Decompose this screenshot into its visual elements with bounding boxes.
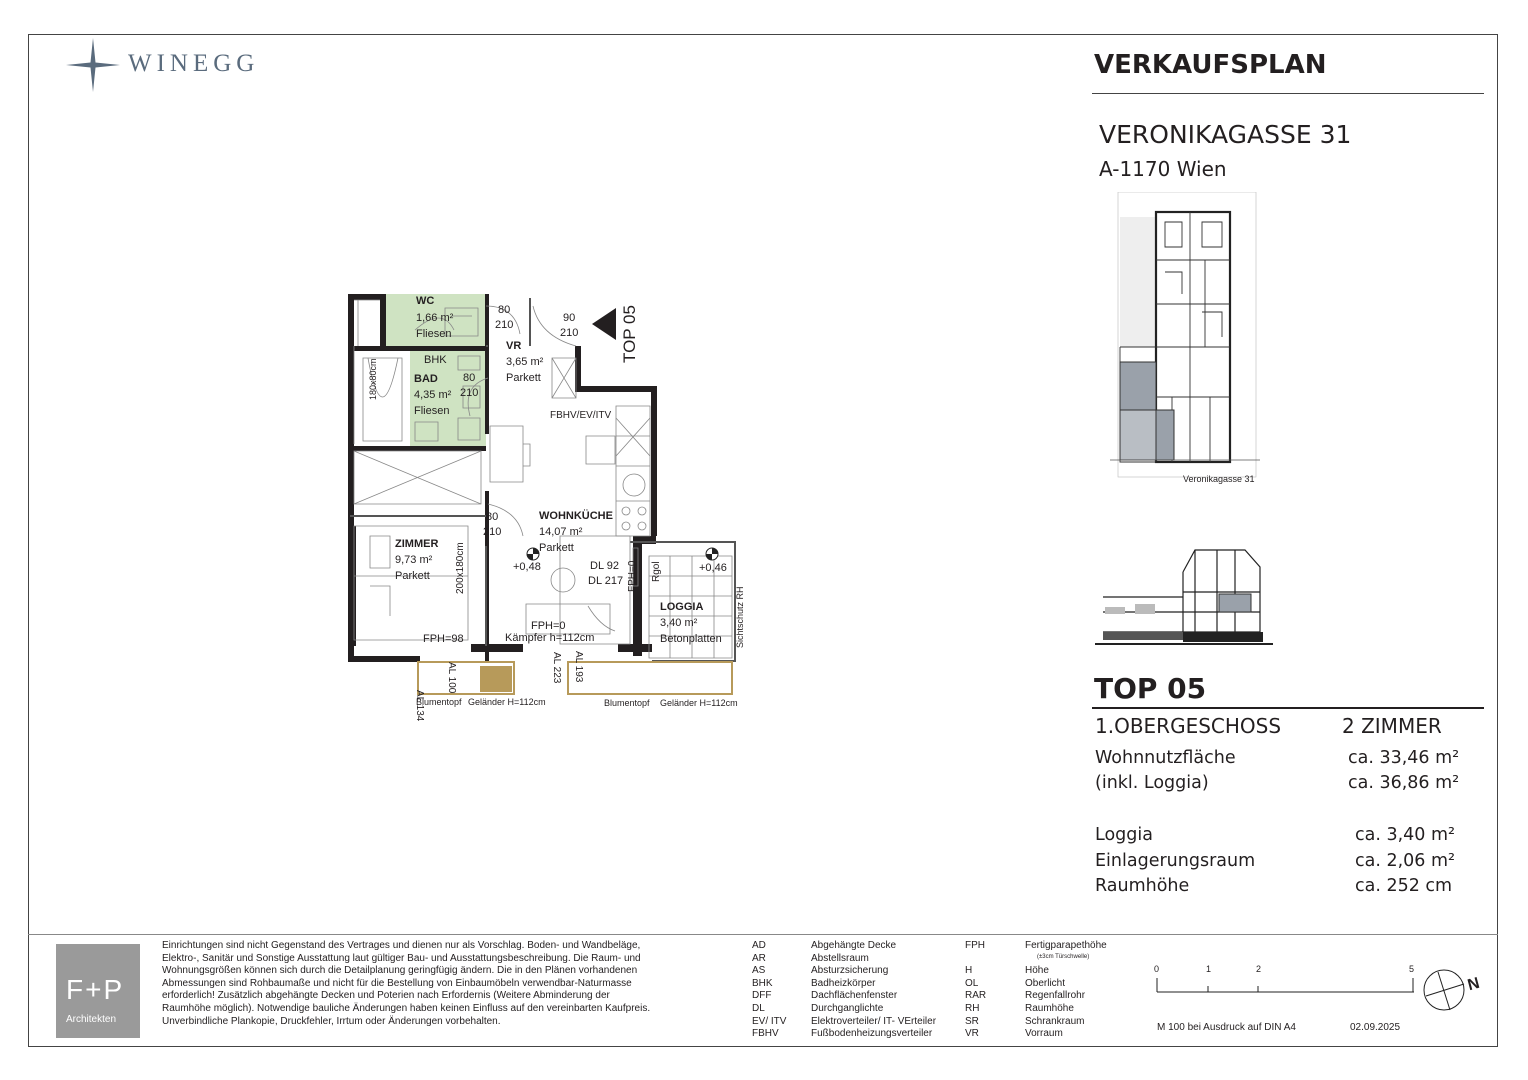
level-label: +0,48 [513, 561, 541, 573]
bath-size: 180x80cm [368, 358, 378, 400]
scale-tick: 1 [1206, 964, 1212, 974]
abbr-code: RAR [965, 990, 987, 1002]
door-height: 210 [495, 319, 514, 331]
scale-tick: 5 [1409, 964, 1415, 974]
abbr-text: Vorraum [1025, 1028, 1063, 1040]
room-name: BAD [414, 373, 438, 385]
info-value: ca. 2,06 m² [1355, 851, 1456, 871]
bhk-label: BHK [424, 354, 447, 366]
disclaimer: Einrichtungen sind nicht Gegenstand des Vertrages und dienen nur als Vorschlag. Boden- und Wandbeläge, Elektro-, Sanitär und Sonstige Ausstattung laut gültiger Bau- und Ausstattungsbeschreibung. Die Raum- und Wohnungsgrößen können sich durch die Detailplanung geringfügig ändern. Die in den Plänen vorhandenen Abmessungen sind Rohbaumaße und nicht für die Bestellung von Einbaumöbeln verwendbar-Naturmasse erforderlich! Zusätzlich abgehängte Decken und Poterien nach Erfordernis (Weitere Abminderung der Raumhöhe möglich). Notwendige bauliche Änderungen haben keinen Einfluss auf den vereinbarten Kaufpreis. Unverbindliche Plankopie, Druckfehler, Irrtum oder Änderungen vorbehalten. [162, 940, 651, 1027]
info-value: ca. 36,86 m² [1348, 773, 1460, 793]
abbr-text: Dachflächenfenster [811, 990, 898, 1002]
door-width: 90 [563, 312, 576, 324]
address: VERONIKAGASSE 31 [1099, 120, 1352, 149]
abbr-code: DFF [752, 990, 772, 1002]
city: A-1170 Wien [1099, 157, 1227, 181]
railing-label: Geländer H=112cm [660, 698, 738, 708]
info-value: ca. 3,40 m² [1355, 825, 1456, 845]
room-name: WC [416, 295, 435, 307]
abbr-texts-right [1025, 940, 1107, 1041]
info-label: Einlagerungsraum [1095, 851, 1256, 871]
abbr-text: Badheizkörper [811, 977, 876, 989]
abbr-text: Abstellsraum [811, 952, 869, 964]
north-arrow-icon [1420, 966, 1470, 1016]
info-value: ca. 33,46 m² [1348, 748, 1460, 768]
door-width: 80 [463, 372, 476, 384]
abbr-text: Fußbodenheizungsverteiler [811, 1028, 933, 1040]
site-plan [1110, 192, 1260, 492]
fbhv-label: FBHV/EV/ITV [550, 410, 612, 421]
room-name: VR [506, 340, 522, 352]
architect-logo [56, 944, 140, 1038]
planter-label: Blumentopf [416, 697, 462, 707]
divider [1092, 707, 1484, 709]
abbr-code: AS [752, 965, 766, 977]
abbr-text: Durchganglichte [811, 1002, 884, 1014]
rgol-label: Rgol [651, 561, 662, 582]
dl-label: DL 217 [588, 575, 624, 587]
abbr-code: RH [965, 1002, 980, 1014]
al-label: AL 134 [414, 690, 425, 722]
bed-size: 200x180cm [455, 542, 466, 594]
info-label: Loggia [1095, 825, 1153, 845]
room-area: 1,66 m² [416, 312, 454, 324]
abbr-codes-right [965, 940, 986, 1041]
abbr-text: Raumhöhe [1025, 1002, 1074, 1014]
door-height: 210 [460, 387, 479, 399]
railing-label: Geländer H=112cm [468, 697, 546, 707]
room-area: 9,73 m² [395, 554, 433, 566]
planter-label: Blumentopf [604, 698, 650, 708]
scale-note: M 100 bei Ausdruck auf DIN A4 [1157, 1022, 1296, 1033]
abbr-code: FPH [965, 940, 985, 951]
fph-label: FPH=98 [423, 633, 464, 645]
level-marker-icon [706, 548, 718, 560]
section-drawing [1095, 532, 1275, 647]
dl-label: DL 92 [590, 560, 619, 572]
info-value: ca. 252 cm [1355, 876, 1453, 896]
street-label: Veronikagasse 31 [1183, 474, 1255, 484]
room-floor: Parkett [539, 542, 574, 554]
room-floor: Parkett [506, 372, 541, 384]
room-floor: Fliesen [414, 405, 450, 417]
room-area: 3,40 m² [660, 617, 698, 629]
scale-tick: 0 [1154, 964, 1160, 974]
al-label: AL 100 [446, 662, 457, 694]
kaempfer-label: Kämpfer h=112cm [505, 632, 595, 644]
unit-floor: 1.OBERGESCHOSS [1095, 714, 1282, 738]
abbr-text: Abgehängte Decke [811, 940, 897, 951]
abbr-text: Regenfallrohr [1025, 990, 1086, 1002]
room-area: 3,65 m² [506, 356, 544, 368]
al-label: AL 193 [573, 651, 584, 683]
brand-star-icon [66, 38, 120, 92]
top-label: TOP 05 [620, 305, 639, 363]
abbr-code: OL [965, 977, 979, 989]
abbr-code: AD [752, 940, 766, 951]
fph-note: (±3cm Türschwelle) [1037, 953, 1090, 960]
abbr-codes-left [752, 940, 786, 1041]
divider [1092, 93, 1484, 94]
abbr-code: SR [965, 1015, 979, 1027]
logo-text: F+P [66, 974, 125, 1005]
abbr-text: Oberlicht [1025, 977, 1066, 989]
room-floor: Parkett [395, 570, 430, 582]
room-area: 4,35 m² [414, 389, 452, 401]
room-area: 14,07 m² [539, 526, 583, 538]
abbr-text: Schrankraum [1025, 1015, 1085, 1027]
fph-label: FPH=0 [531, 620, 566, 632]
abbr-code: FBHV [752, 1028, 779, 1040]
abbr-code: EV/ ITV [752, 1015, 787, 1027]
abbr-code: VR [965, 1028, 979, 1040]
room-name: ZIMMER [395, 538, 439, 550]
info-label: Raumhöhe [1095, 876, 1190, 896]
page-frame [28, 34, 1498, 1047]
door-width: 80 [486, 511, 499, 523]
room-name: WOHNKÜCHE [539, 510, 613, 522]
scale-bar [1154, 976, 1416, 996]
abbr-text: Höhe [1025, 965, 1049, 977]
door-height: 210 [483, 526, 502, 538]
info-label: (inkl. Loggia) [1095, 773, 1209, 793]
level-marker-icon [527, 548, 539, 560]
abbr-code: DL [752, 1002, 765, 1014]
north-label: N [1465, 974, 1482, 995]
room-floor: Fliesen [416, 328, 452, 340]
door-height: 210 [560, 327, 579, 339]
abbr-code: BHK [752, 977, 773, 989]
fph-label: FPH=0 [627, 560, 638, 592]
abbr-texts-left [811, 940, 936, 1041]
abbr-code: AR [752, 952, 766, 964]
plan-date: 02.09.2025 [1350, 1022, 1401, 1033]
brand-name: WINEGG [128, 50, 260, 77]
door-width: 80 [498, 304, 511, 316]
sichtschutz-label: Sichtschutz RH [735, 586, 745, 648]
al-label: AL 223 [551, 652, 562, 684]
logo-sub: Architekten [66, 1014, 117, 1025]
unit-title: TOP 05 [1094, 672, 1207, 705]
abbr-text: Absturzsicherung [811, 965, 889, 977]
abbr-text: Fertigparapethöhe [1025, 940, 1107, 951]
divider [28, 934, 1498, 935]
room-floor: Betonplatten [660, 633, 722, 645]
document-title: VERKAUFSPLAN [1094, 50, 1327, 80]
scale-tick: 2 [1256, 964, 1262, 974]
info-label: Wohnnutzfläche [1095, 748, 1236, 768]
unit-rooms: 2 ZIMMER [1342, 714, 1442, 738]
level-label: +0,46 [699, 562, 727, 574]
abbr-text: Elektroverteiler/ IT- VErteiler [811, 1015, 937, 1027]
room-name: LOGGIA [660, 601, 704, 613]
abbr-code: H [965, 965, 973, 977]
